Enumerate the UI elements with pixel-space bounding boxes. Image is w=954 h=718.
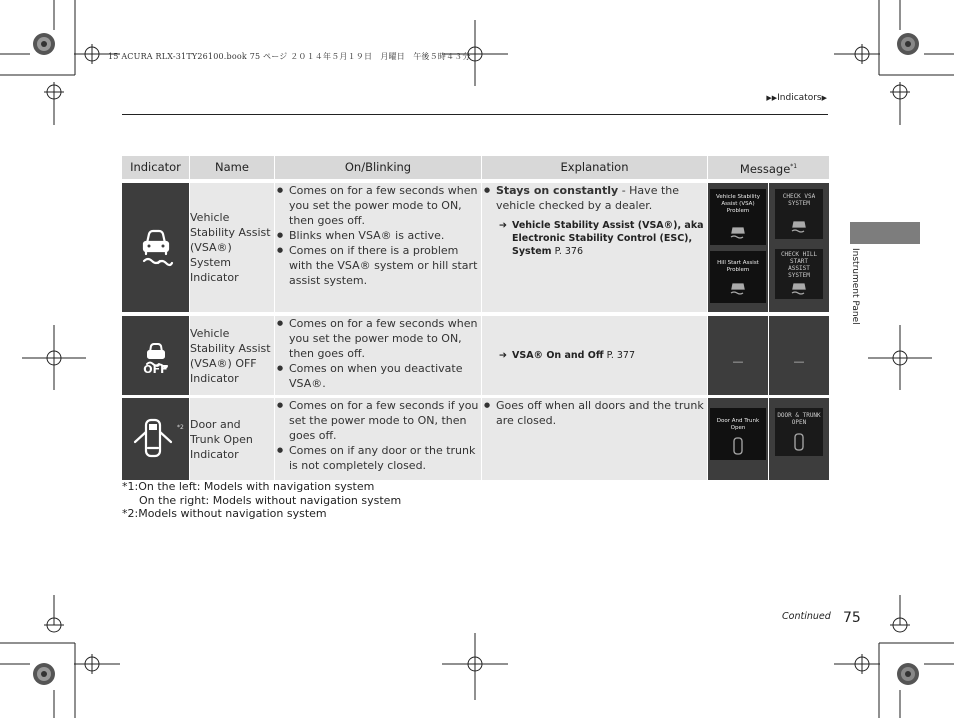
- hill-start-icon: [775, 249, 823, 299]
- reference-arrow-icon: ➔: [499, 350, 507, 361]
- vsa-skid-icon: [775, 189, 823, 239]
- explanation-cell: [482, 316, 708, 395]
- arrow-right-icon: ▶: [821, 94, 827, 102]
- footnote: On the right: Models without navigation system: [139, 493, 402, 507]
- breadcrumb-label: Indicators: [777, 93, 822, 103]
- footnote-marker: *2: [177, 424, 184, 431]
- print-file-info: 15 ACURA RLX-31TY26100.book 75 ページ ２０１４年５月１９日 月曜日 午後５時４３分: [108, 52, 471, 61]
- header-indicator: Indicator: [122, 156, 190, 179]
- message-cell-nav: [708, 398, 769, 480]
- indicator-name: Vehicle Stability Assist (VSA®) System Indicator: [190, 183, 275, 312]
- section-tab[interactable]: [850, 222, 920, 244]
- header-message: Message$^{*1}$: [708, 156, 829, 179]
- message-display: CHECK VSA SYSTEM: [775, 189, 823, 239]
- message-cell-no-nav: [769, 316, 829, 395]
- header-rule: [122, 114, 828, 115]
- indicator-name: Vehicle Stability Assist (VSA®) OFF Indicator: [190, 316, 275, 395]
- message-cell-nav: [708, 316, 769, 395]
- reference-arrow-icon: ➔: [499, 220, 507, 231]
- message-cell-nav: [708, 183, 769, 312]
- message-display: CHECK HILL START ASSIST SYSTEM: [775, 249, 823, 299]
- list-item: ● Comes on for a few seconds when you set the power mode to ON, then goes off.: [275, 316, 481, 361]
- off-label: OFF: [143, 363, 168, 376]
- message-display: Vehicle Stability Assist (VSA) Problem: [710, 189, 766, 245]
- car-top-icon: [775, 408, 823, 456]
- on-blinking-cell: [275, 398, 482, 480]
- explanation-cell: [482, 183, 708, 312]
- table-row: [122, 398, 829, 480]
- no-message-dash: —: [732, 355, 744, 368]
- list-item: ● Stays on constantly - Have the vehicle checked by a dealer.: [482, 183, 707, 213]
- list-item: ● Goes off when all doors and the trunk are closed.: [482, 398, 707, 428]
- vsa-skid-icon: [710, 189, 766, 245]
- cross-reference-link[interactable]: ➔ VSA® On and Off P. 377: [499, 350, 636, 361]
- explanation-cell: [482, 398, 708, 480]
- header-name: Name: [190, 156, 275, 179]
- list-item: ● Blinks when VSA® is active.: [275, 228, 481, 243]
- table-row: [122, 316, 829, 395]
- page-number: 75: [843, 610, 861, 626]
- footnote: *2:Models without navigation system: [122, 507, 327, 520]
- car-top-icon: [710, 408, 766, 460]
- indicator-table: [122, 156, 829, 480]
- message-display: Door And Trunk Open: [710, 408, 766, 460]
- section-side-label: Instrument Panel: [850, 248, 860, 325]
- footnotes: [122, 480, 401, 521]
- cross-reference-link[interactable]: ➔ Vehicle Stability Assist (VSA®), aka Electronic Stability Control (ESC), System P. 376: [499, 220, 704, 257]
- list-item: ● Comes on for a few seconds if you set the power mode to ON, then goes off.: [275, 398, 481, 443]
- footnote: *1:On the left: Models with navigation system: [122, 480, 375, 493]
- breadcrumb[interactable]: [766, 93, 827, 103]
- indicator-cell: [122, 398, 190, 480]
- message-cell-no-nav: [769, 398, 829, 480]
- hill-start-icon: [710, 251, 766, 303]
- list-item: ● Comes on if any door or the trunk is not completely closed.: [275, 443, 481, 473]
- message-cell-no-nav: [769, 183, 829, 312]
- table-header-row: [122, 156, 829, 179]
- list-item: ● Comes on if there is a problem with the VSA® system or hill start assist system.: [275, 243, 481, 288]
- list-item: ● Comes on for a few seconds when you set the power mode to ON, then goes off.: [275, 183, 481, 228]
- indicator-cell: [122, 183, 190, 312]
- door-open-icon: [122, 398, 190, 480]
- on-blinking-cell: [275, 316, 482, 395]
- list-item: ● Comes on when you deactivate VSA®.: [275, 361, 481, 391]
- vsa-skid-icon: [122, 183, 190, 308]
- on-blinking-cell: [275, 183, 482, 312]
- table-row: [122, 183, 829, 312]
- message-display: Hill Start Assist Problem: [710, 251, 766, 303]
- header-on-blinking: On/Blinking: [275, 156, 482, 179]
- no-message-dash: —: [793, 355, 805, 368]
- header-explanation: Explanation: [482, 156, 708, 179]
- indicator-name: Door and Trunk Open Indicator: [190, 398, 275, 480]
- indicator-cell: [122, 316, 190, 395]
- message-display: DOOR & TRUNK OPEN: [775, 408, 823, 456]
- double-arrow-icon: ▶▶: [766, 94, 778, 102]
- continued-label: Continued: [782, 611, 831, 622]
